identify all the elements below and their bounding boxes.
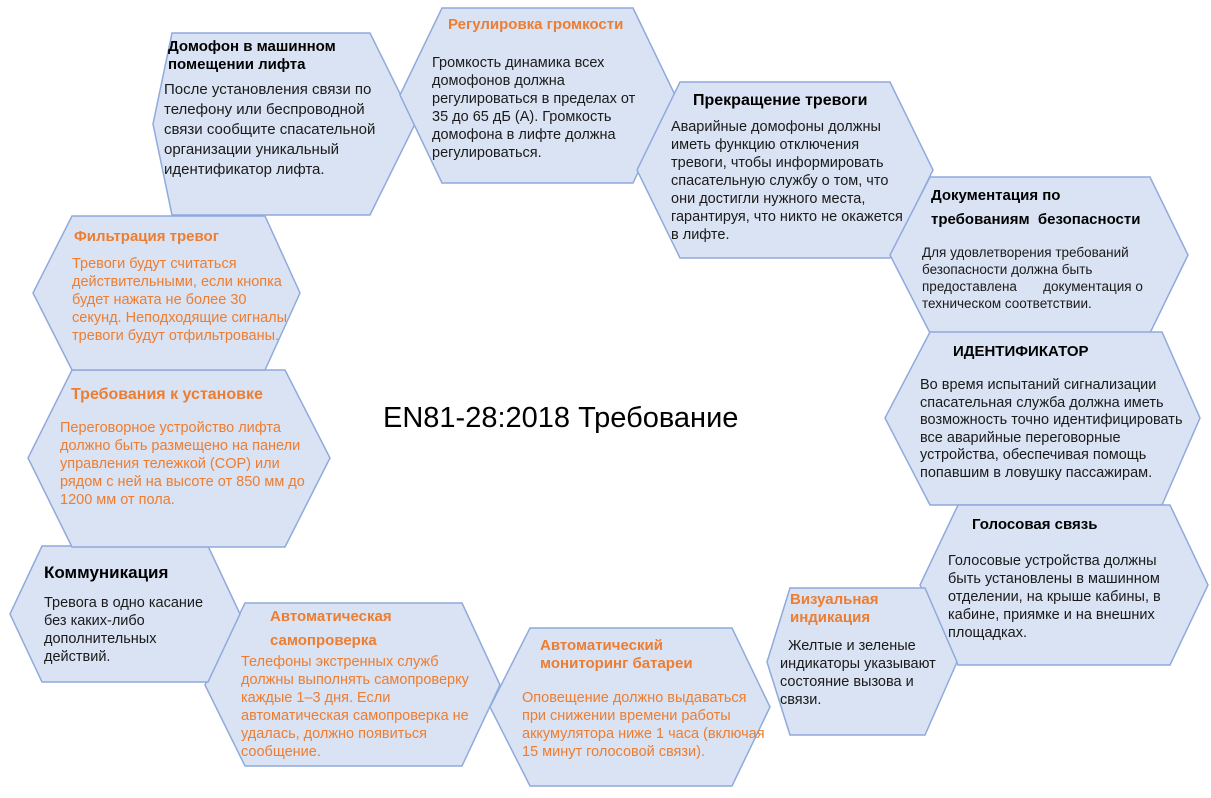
card-body: Тревога в одно касание без каких-либо дополнительных действий.	[44, 595, 204, 665]
card-self-test	[241, 605, 476, 761]
card-body: Желтые и зеленые индикаторы указывают состояние вызова и связи.	[780, 638, 940, 708]
card-title: Автоматический мониторинг батареи	[540, 637, 693, 672]
card-intercom-machine-room	[164, 38, 388, 180]
card-volume-control	[432, 16, 647, 162]
card-safety-documentation	[922, 184, 1162, 312]
card-body: Оповещение должно выдаваться при снижении времени работы аккумулятора ниже 1 часа (включая 15 минут голосовой связи).	[522, 690, 765, 760]
card-title: Домофон в машинном помещении лифта	[168, 38, 336, 73]
card-title: Коммуникация	[44, 563, 169, 582]
center-title: EN81-28:2018 Требование	[383, 402, 739, 434]
card-body: Громкость динамика всех домофонов должна регулироваться в пределах от 35 до 65 дБ (А). Громкость домофона в лифте должна регулироваться.	[432, 55, 636, 161]
card-body: Во время испытаний сигнализации спасательная служба должна иметь возможность точно идентифицировать все аварийные переговорные устройства, обеспечивая помощь попавшим в ловушку пассажирам.	[920, 377, 1183, 481]
card-title: Визуальная индикация	[790, 591, 879, 626]
card-title: Фильтрация тревог	[74, 228, 219, 245]
card-body: Переговорное устройство лифта должно быть размещено на панели управления тележкой (COP) или рядом с ней на высоте от 850 мм до 1200 мм от пола.	[60, 420, 305, 508]
card-identifier	[920, 343, 1185, 482]
card-title: Требования к установке	[71, 386, 263, 403]
card-visual-indication	[780, 591, 952, 709]
card-title: Автоматическая самопроверка	[270, 608, 392, 649]
card-title: Регулировка громкости	[448, 16, 624, 33]
card-body: Аварийные домофоны должны иметь функцию отключения тревоги, чтобы информировать спасательную службу о том, что они достигли нужного места, гарантируя, что никто не окажется в лифте.	[671, 119, 903, 243]
card-body: После установления связи по телефону или беспроводной связи сообщите спасательной организации уникальный идентификатор лифта.	[164, 81, 376, 178]
card-installation-requirements	[60, 386, 305, 509]
card-body: Для удовлетворения требований безопасности должна быть предоставлена документация о техническом соответствии.	[922, 245, 1147, 311]
card-communication	[44, 562, 234, 666]
card-body: Голосовые устройства должны быть установлены в машинном отделении, на крыше кабины, в кабине, приямке и на внешних площадках.	[948, 553, 1161, 641]
card-battery-monitoring	[522, 637, 770, 761]
card-title: Голосовая связь	[972, 516, 1098, 533]
card-alarm-filtering	[72, 228, 300, 345]
card-body: Тревоги будут считаться действительными, если кнопка будет нажата не более 30 секунд. Неподходящие сигналы тревоги будут отфильтрованы.	[72, 256, 288, 344]
card-alarm-cancel	[671, 92, 911, 244]
card-body: Телефоны экстренных служб должны выполнять самопроверку каждые 1–3 дня. Если автоматическая самопроверка не удалась, должно появиться сообщение.	[241, 654, 469, 760]
card-title: ИДЕНТИФИКАТОР	[953, 343, 1089, 360]
card-title: Прекращение тревоги	[693, 92, 868, 109]
card-title: Документация по требованиям безопасности	[931, 187, 1141, 228]
card-voice-communication	[948, 516, 1183, 642]
